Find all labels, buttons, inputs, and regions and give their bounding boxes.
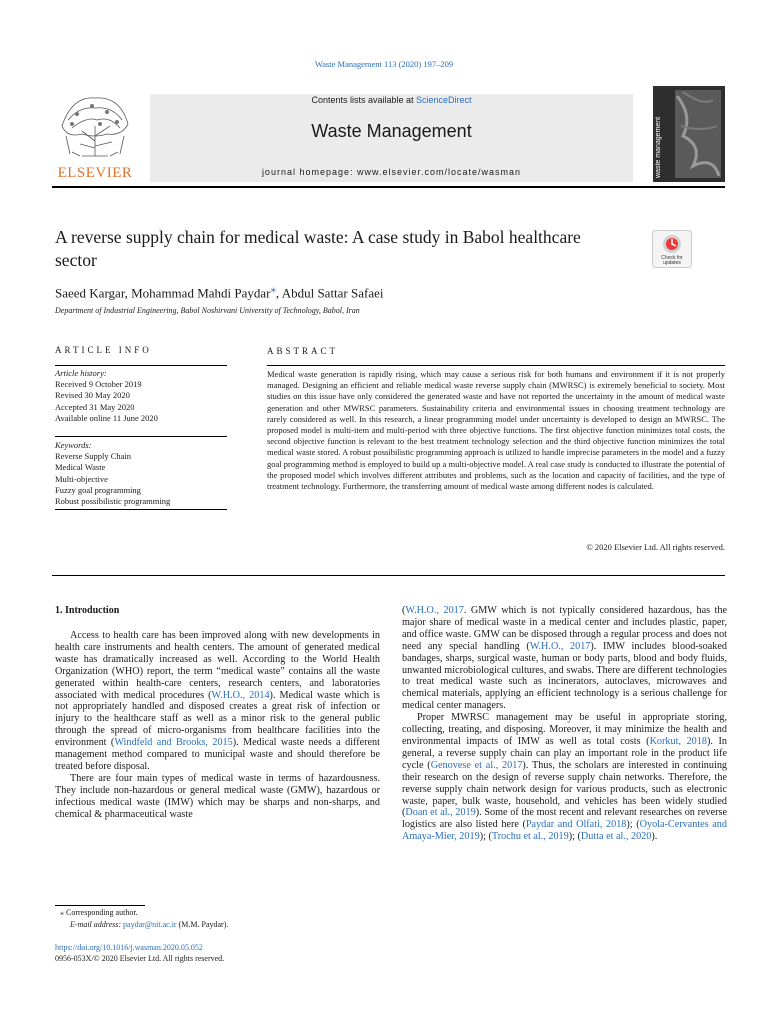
- text-run: Access to health care has been improved along with new developments in health care instruments and health centers. The amount of generated medical waste has dramatically increased as well. According to the World Health Organization (WHO) report, the term “medical waste” contains all the waste generated within health-care centers, research centers, and laboratories associated with medical procedures (: [55, 630, 380, 701]
- contents-prefix: Contents lists available at: [311, 95, 417, 105]
- authors-first: Saeed Kargar, Mohammad Mahdi Paydar: [55, 285, 271, 301]
- history-label: Article history:: [55, 368, 107, 378]
- history-rule: [55, 436, 227, 437]
- journal-homepage[interactable]: journal homepage: www.elsevier.com/locate/wasman: [261, 167, 522, 177]
- email-note: [70, 919, 228, 930]
- email-link[interactable]: paydar@nit.ac.ir: [123, 920, 177, 929]
- sciencedirect-link[interactable]: ScienceDirect: [416, 95, 472, 105]
- front-matter-rule: [52, 575, 725, 576]
- text-run: . GMW which is not typically considered hazardous, has the major share of medical waste in a medical center and includes plastic, paper, and office waste. GMW can be disposed through a regular process and does not need any special handling (: [402, 605, 727, 652]
- history-revised: Revised 30 May 2020: [55, 390, 130, 401]
- article-history: [55, 368, 230, 424]
- keyword-item: Multi-objective: [55, 473, 108, 484]
- intro-paragraph-1: [55, 630, 380, 773]
- citation-link[interactable]: Oyola-Cervantes and Amaya-Mier, 2019: [402, 819, 727, 843]
- citation-link[interactable]: Dutta et al., 2020: [580, 831, 652, 843]
- citation-link[interactable]: Doan et al., 2019: [405, 807, 476, 819]
- abstract-heading: ABSTRACT: [267, 346, 339, 356]
- keyword-item: Robust possibilistic programming: [55, 496, 171, 507]
- text-run: ); (: [479, 831, 492, 843]
- email-label: E-mail address:: [70, 920, 124, 929]
- citation-link[interactable]: W.H.O., 2017: [529, 640, 591, 652]
- check-updates-label: Check for updates: [661, 255, 683, 266]
- text-run: ). Some of the most recent and relevant researches on reverse logistics are also listed here (: [402, 807, 727, 831]
- journal-citation[interactable]: [0, 59, 768, 69]
- citation-link[interactable]: Paydar and Olfati, 2018: [525, 819, 627, 831]
- author-list: [55, 282, 615, 301]
- text-run: ). Medical waste which is not appropriately handled and disposed creates a great risk of infection or injury to the healthcare staff as well as a minor risk to the general public through the spread of micro-organisms from healthcare facilities into the environment (: [55, 689, 380, 749]
- text-run: ); (: [568, 831, 581, 843]
- text-run: ).: [651, 831, 658, 843]
- corresponding-author-note: ⁎ Corresponding author.: [60, 908, 138, 917]
- authors-second: , Abdul Sattar Safaei: [275, 285, 384, 301]
- history-online: Available online 11 June 2020: [55, 412, 158, 423]
- keyword-item: Medical Waste: [55, 462, 106, 473]
- citation-link[interactable]: Genovese et al., 2017: [430, 759, 523, 771]
- citation-link[interactable]: Windfeld and Brooks, 2015: [114, 737, 233, 749]
- text-run: Proper MWRSC management may be useful in appropriate storing, collecting, treating, and disposing. Moreover, it may minimize the health and environmental impacts of IMW as well as total costs (: [402, 712, 727, 747]
- article-info-rule: [55, 365, 227, 366]
- citation-link[interactable]: Trochu et al., 2019: [491, 831, 569, 843]
- history-received: Received 9 October 2019: [55, 379, 142, 390]
- journal-title: Waste Management: [311, 121, 472, 141]
- body-column-left: [55, 630, 380, 821]
- intro-paragraph-3: (W.H.O., 2017. GMW which is not typically considered hazardous, has the major share of medical waste in a medical center and includes plastic, paper, and office waste. GMW can be disposed through a regular process and does not need any special handling (W.H.O., 2017). IMW includes blood-soaked bandages, sharps, surgical waste, human or body parts, blood and body fluids, unwanted microbiological cultures, and swabs. There are different technologies to treat medical waste such as incinerators, autoclaves, microwaves and chemical materials, applying an efficient technology is a serious challenge for medical center managers.: [402, 605, 727, 712]
- article-info-heading: ARTICLE INFO: [55, 345, 152, 355]
- email-owner: (M.M. Paydar).: [176, 920, 229, 929]
- citation-link[interactable]: Waste Management 113 (2020) 197–209: [314, 59, 454, 69]
- check-for-updates-badge[interactable]: [652, 230, 692, 268]
- section-heading-introduction: 1. Introduction: [55, 605, 120, 616]
- abstract-copyright: © 2020 Elsevier Ltd. All rights reserved.: [586, 542, 725, 552]
- abstract-rule: [267, 365, 725, 366]
- body-column-right: [402, 605, 727, 843]
- intro-paragraph-2: There are four main types of medical waste in terms of hazardousness. They include non-hazardous or general medical waste (GMW), hazardous or infectious medical waste (IMW) which may be sharps and non-sharps, and chemical & pharmaceutical waste: [55, 772, 380, 820]
- keywords-rule: [55, 509, 227, 510]
- citation-link[interactable]: W.H.O., 2017: [405, 605, 464, 616]
- text-run: ). In general, a reverse supply chain can play an important role in the product life cycle (: [402, 735, 727, 771]
- text-run: ). Thus, the scholars are interested in continuing their research on the design of reverse supply chain networks. Therefore, the reverse supply chain network design for various products, such as electronic waste, paper, bulk waste, household, and vehicles has been widely studied (: [402, 759, 728, 819]
- keyword-item: Fuzzy goal programming: [55, 484, 141, 495]
- footnote-rule: [55, 905, 145, 906]
- publisher-wordmark: ELSEVIER: [57, 165, 133, 181]
- keyword-item: Reverse Supply Chain: [55, 451, 132, 462]
- citation-link[interactable]: W.H.O., 2014: [211, 689, 270, 701]
- masthead-rule: [52, 186, 725, 188]
- keywords: [55, 440, 230, 507]
- cover-title: waste management: [655, 116, 662, 178]
- history-accepted: Accepted 31 May 2020: [55, 401, 135, 412]
- text-run: ); (: [626, 819, 640, 831]
- text-run: ). IMW includes blood-soaked bandages, sharps, surgical waste, human or body parts, blood and body fluids, unwanted microbiological cultures, and swabs. There are different technologies to treat medical waste such as incinerators, autoclaves, microwaves and chemical materials, applying an efficient technology is a serious challenge for medical center managers.: [402, 640, 727, 712]
- intro-paragraph-4: [402, 712, 727, 843]
- doi-link[interactable]: https://doi.org/10.1016/j.wasman.2020.05.052: [55, 943, 203, 952]
- article-title: A reverse supply chain for medical waste: A case study in Babol healthcare sector: [55, 227, 581, 270]
- journal-cover: [653, 86, 725, 182]
- doi-line[interactable]: [55, 942, 203, 953]
- issn-line: 0956-053X/© 2020 Elsevier Ltd. All rights reserved.: [55, 954, 225, 963]
- abstract-text: Medical waste generation is rapidly rising, which may cause a serious risk for both humans and environment if it is not properly managed. Designing an efficient and reliable medical waste reverse supply chain (MWRSC) is extremely beneficial to society. Most studies on this issue have only considered the generated waste and have not reported the uncertainty in the amount of medical waste generation and other MWRSC parameters. Sustainability criteria and environmental issues in choosing treatment technology are rarely considered as well. In this research, a linear programming model under uncertainty is developed to design an MWRSC. The proposed model is multi-item and multi-period with three objective functions. The first objective function minimizes total costs, the second objective function is relevant to the best treatment technology selection and the third objective function minimizes the total medical waste stored. A robust possibilistic programming approach is utilized to handle imprecise parameters in the model and a fuzzy goal programming method is employed to build up a multi-objective model. A real case study is conducted to illustrate the potential of the proposed model which involves different attributes and problems, such as the location and capacity of facilities, and the type of treatment technology. Furthermore, the transferring amount of medical waste among different nodes is calculated.: [267, 369, 725, 492]
- keywords-label: Keywords:: [55, 440, 92, 450]
- contents-line: [150, 95, 633, 105]
- text-run: ). Medical waste needs a different management method compared to municipal waste and should therefore be treated before disposal.: [55, 737, 380, 772]
- affiliation: Department of Industrial Engineering, Babol Noshirvani University of Technology, Babol, Iran: [55, 306, 360, 315]
- citation-link[interactable]: Korkut, 2018: [649, 735, 707, 747]
- corresponding-author-mark[interactable]: ⁎: [270, 283, 276, 295]
